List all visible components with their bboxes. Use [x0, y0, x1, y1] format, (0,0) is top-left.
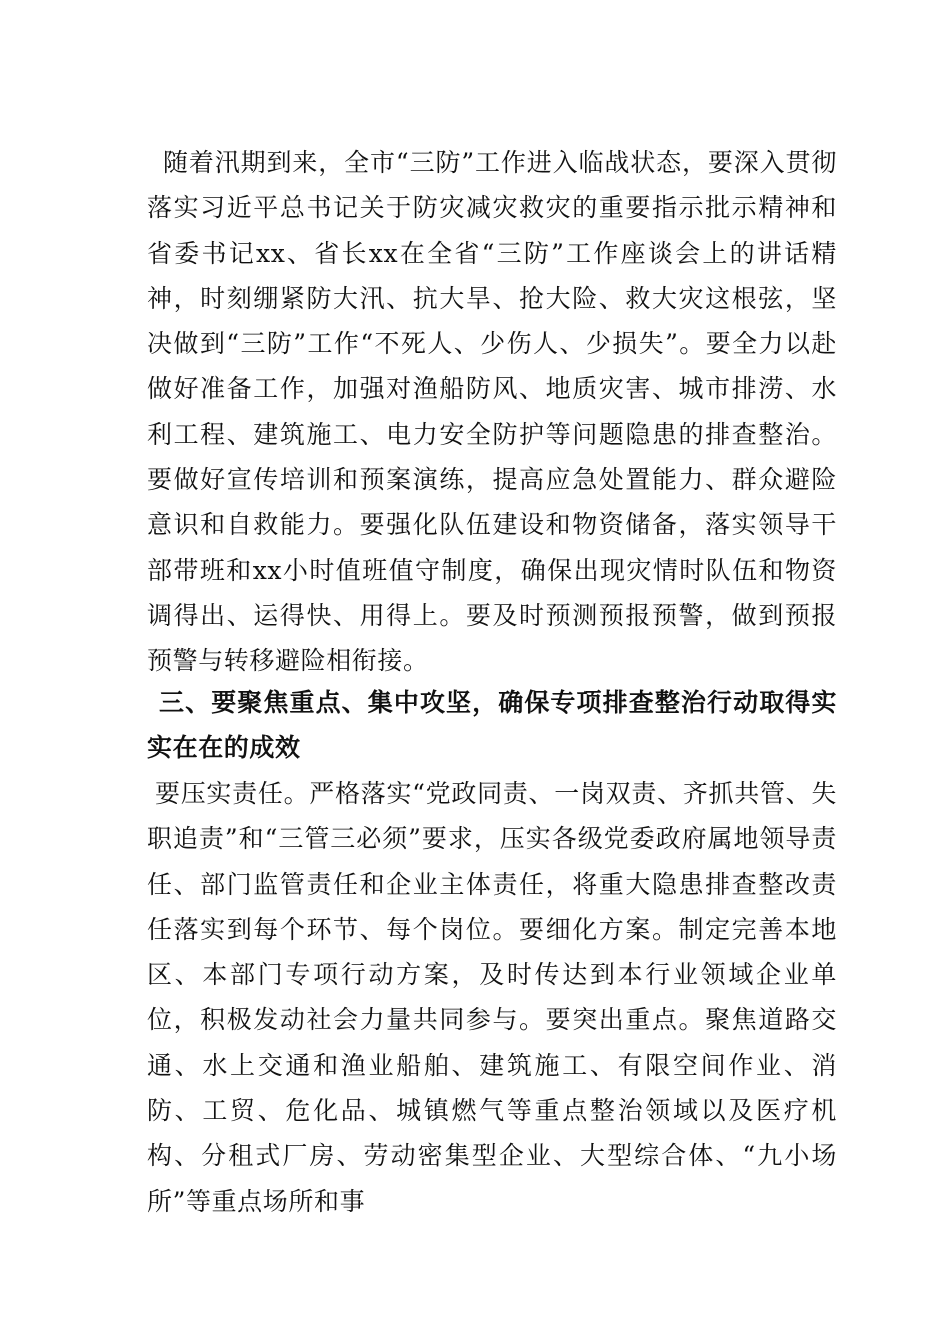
body-paragraph-flood-prevention: 随着汛期到来，全市“三防”工作进入临战状态，要深入贯彻落实习近平总书记关于防灾减灾救灾的重要指示批示精神和省委书记xx、省长xx在全省“三防”工作座谈会上的讲话精神，时刻绷紧防大汛、抗大旱、抢大险、救大灾这根弦，坚决做到“三防”工作“不死人、少伤人、少损失”。要全力以赴做好准备工作，加强对渔船防风、地质灾害、城市排涝、水利工程、建筑施工、电力安全防护等问题隐患的排查整治。要做好宣传培训和预案演练，提高应急处置能力、群众避险意识和自救能力。要强化队伍建设和物资储备，落实领导干部带班和xx小时值班值守制度，确保出现灾情时队伍和物资调得出、运得快、用得上。要及时预测预报预警，做到预报预警与转移避险相衔接。 — [147, 148, 837, 676]
section-heading-three: 三、要聚焦重点、集中攻坚，确保专项排查整治行动取得实实在在的成效 — [147, 688, 837, 763]
body-paragraph-responsibility: 要压实责任。严格落实“党政同责、一岗双责、齐抓共管、失职追责”和“三管三必须”要求，压实各级党委政府属地领导责任、部门监管责任和企业主体责任，将重大隐患排查整改责任落实到每个环节、每个岗位。要细化方案。制定完善本地区、本部门专项行动方案，及时传达到本行业领域企业单位，积极发动社会力量共同参与。要突出重点。聚焦道路交通、水上交通和渔业船舶、建筑施工、有限空间作业、消防、工贸、危化品、城镇燃气等重点整治领域以及医疗机构、分租式厂房、劳动密集型企业、大型综合体、“九小场所”等重点场所和事 — [147, 779, 837, 1216]
